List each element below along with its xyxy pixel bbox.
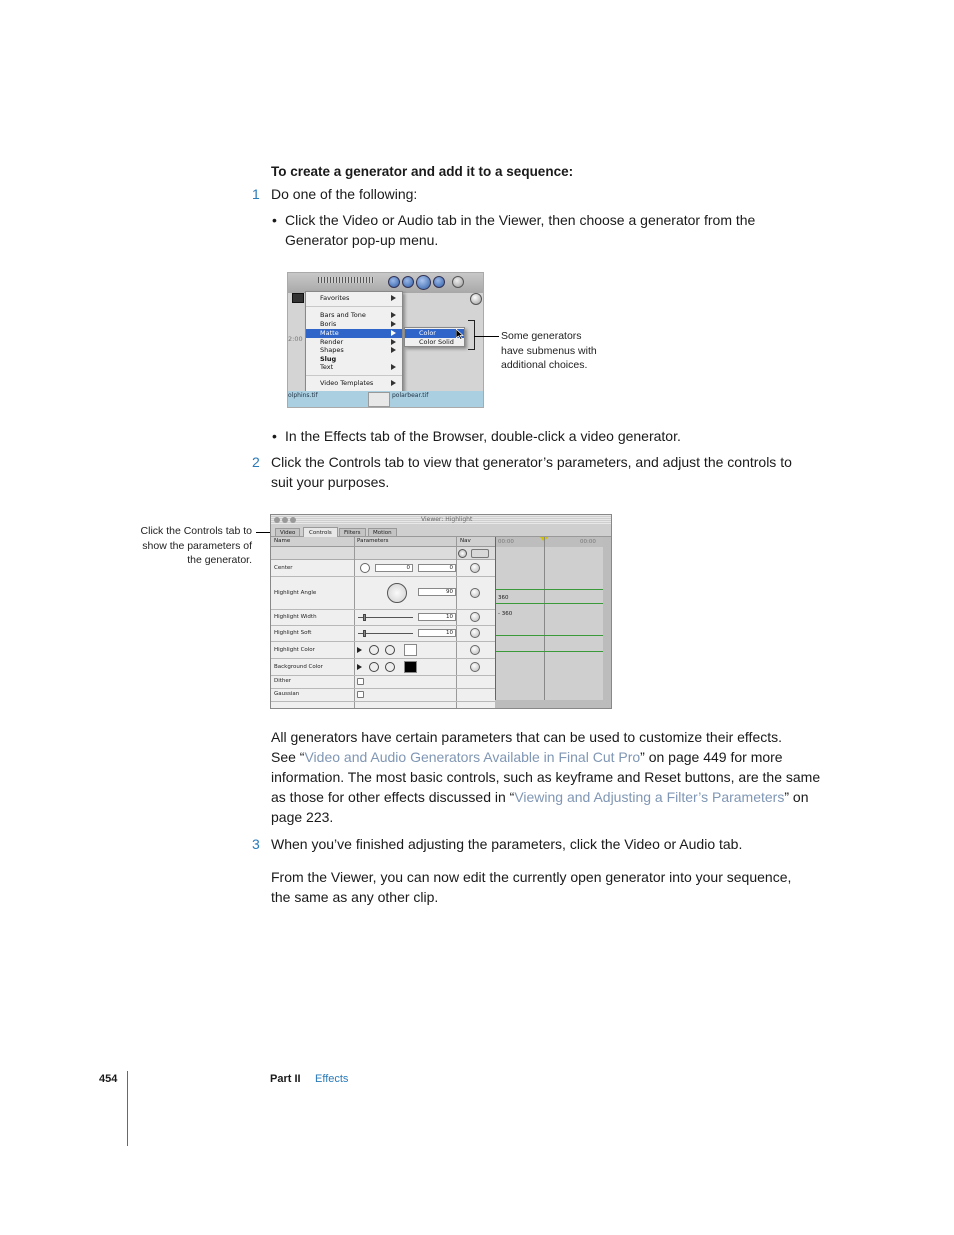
keyframe-graph[interactable]: [495, 537, 603, 700]
step-2-line-1: Click the Controls tab to view that generator’s parameters, and adjust the controls to: [271, 454, 792, 470]
footer-part: Part II: [270, 1073, 301, 1085]
highlight-width-field[interactable]: 10: [418, 613, 456, 621]
submenu-arrow-icon: [391, 347, 396, 353]
menu-item-boris[interactable]: [306, 320, 402, 329]
submenu-arrow-icon: [391, 321, 396, 327]
eyedropper-icon[interactable]: [369, 662, 379, 672]
menu-item-label: Slug: [320, 355, 337, 363]
menu-divider: [306, 306, 402, 307]
parameters-table: [271, 537, 495, 708]
row-divider: [271, 701, 495, 702]
playhead-line: [544, 537, 545, 700]
submenu-item-color-solid[interactable]: Color Solid: [419, 338, 454, 346]
footer-rule: [127, 1071, 128, 1146]
text-span: See “: [271, 749, 305, 765]
table-header: [271, 537, 495, 547]
reset-all-icon[interactable]: [458, 549, 467, 558]
row-name-highlight-soft: Highlight Soft: [274, 630, 312, 636]
submenu-item-color[interactable]: Color: [405, 329, 464, 338]
previous-edit-icon[interactable]: [402, 276, 414, 288]
step-number-1: 1: [252, 186, 260, 202]
page-number: 454: [99, 1073, 118, 1085]
menu-item-bars-and-tone[interactable]: [306, 311, 402, 320]
ruler-start-time: 00:00: [498, 539, 514, 545]
step-3-text: When you’ve finished adjusting the parameters, click the Video or Audio tab.: [271, 836, 743, 852]
menu-item-text[interactable]: [306, 363, 402, 372]
paragraph-line: [271, 747, 841, 767]
bullet-dot: •: [272, 212, 277, 228]
table-row: [271, 577, 494, 609]
callout-bracket: [468, 320, 475, 350]
keyframe-line: [496, 635, 604, 636]
menu-item-label: Video Templates: [320, 379, 374, 387]
keyframe-button-icon[interactable]: [470, 563, 480, 573]
highlight-color-swatch[interactable]: [404, 644, 417, 656]
menu-item-label: Shapes: [320, 346, 344, 354]
table-row: [271, 642, 494, 658]
highlight-width-slider[interactable]: [358, 617, 413, 618]
generators-paragraph: [271, 727, 841, 827]
header-controls-row: [271, 547, 495, 560]
submenu-arrow-icon: [391, 295, 396, 301]
clip-left-name: olphins.tif: [288, 392, 318, 399]
text-span: as those for other effects discussed in “: [271, 789, 515, 805]
submenu-arrow-icon: [391, 364, 396, 370]
dither-checkbox[interactable]: [357, 678, 364, 685]
paragraph-line: information. The most basic controls, such as keyframe and Reset buttons, are the same: [271, 769, 821, 785]
highlight-angle-field[interactable]: 90: [418, 588, 456, 596]
clip-thumbnail: [368, 392, 390, 407]
menu-item-matte[interactable]: [306, 329, 402, 338]
zoom-window-icon[interactable]: [290, 517, 296, 523]
table-row: [271, 560, 494, 576]
row-name-gaussian: Gaussian: [274, 691, 300, 697]
column-nav: Nav: [460, 538, 471, 544]
background-color-swatch[interactable]: [404, 661, 417, 673]
row-name-background-color: Background Color: [274, 664, 323, 670]
footer-section-link[interactable]: Effects: [315, 1073, 349, 1085]
highlight-soft-slider[interactable]: [358, 633, 413, 634]
menu-item-label: Render: [320, 338, 344, 346]
submenu-arrow-icon: [391, 339, 396, 345]
figure2-callout-line-3: the generator.: [187, 554, 252, 566]
graph-max-value: 360: [498, 595, 509, 601]
generator-menu: [305, 291, 403, 392]
keyframe-menu-button[interactable]: [471, 549, 489, 558]
viewer-paragraph: [271, 867, 841, 907]
keyframe-line: [496, 603, 604, 604]
menu-item-favorites[interactable]: [306, 294, 402, 303]
figure1-callout: [501, 329, 597, 373]
vertical-scrollbar[interactable]: [603, 537, 611, 708]
eyedropper-icon[interactable]: [369, 645, 379, 655]
generator-popup-icon[interactable]: [292, 293, 304, 303]
bullet-1-line-1: Click the Video or Audio tab in the Viewer, then choose a generator from the: [285, 212, 756, 228]
keyframe-button-icon[interactable]: [470, 662, 480, 672]
tab-motion[interactable]: Motion: [368, 528, 397, 537]
menu-item-label: Favorites: [320, 294, 350, 302]
menu-divider: [306, 375, 402, 376]
paragraph-line: the same as any other clip.: [271, 889, 439, 905]
table-row: [271, 689, 494, 701]
play-icon[interactable]: [416, 275, 431, 290]
keyframe-line: [496, 589, 604, 590]
window-title: Viewer: Highlight: [421, 516, 473, 523]
column-name: Name: [274, 538, 291, 544]
menu-item-label: Bars and Tone: [320, 311, 366, 319]
viewer-controls-screenshot: [270, 514, 612, 709]
table-row: [271, 626, 494, 641]
crosshair-point-icon[interactable]: [360, 563, 370, 573]
text-span: ” on: [784, 789, 809, 805]
generator-menu-screenshot: [287, 272, 484, 408]
close-window-icon[interactable]: [274, 517, 280, 523]
table-row: [271, 676, 494, 688]
figure1-callout-line-1: Some generators: [501, 330, 582, 342]
callout-leader-line: [474, 336, 499, 337]
paragraph-line: From the Viewer, you can now edit the currently open generator into your sequence,: [271, 869, 792, 885]
row-name-highlight-angle: Highlight Angle: [274, 590, 317, 596]
figure1-callout-line-3: additional choices.: [501, 359, 588, 371]
figure1-callout-line-2: have submenus with: [501, 344, 597, 357]
link-video-audio-generators[interactable]: Video and Audio Generators Available in Final Cut Pro: [304, 749, 641, 765]
center-x-field[interactable]: 0: [375, 564, 413, 572]
figure2-callout: [120, 524, 252, 568]
link-viewing-adjusting-filter[interactable]: Viewing and Adjusting a Filter’s Parameters: [514, 789, 785, 805]
hue-direction-icon[interactable]: [385, 662, 395, 672]
step-1-text: Do one of the following:: [271, 186, 418, 202]
procedure-heading: To create a generator and add it to a sequence:: [271, 164, 574, 179]
next-edit-icon[interactable]: [433, 276, 445, 288]
match-frame-icon[interactable]: [452, 276, 464, 288]
text-span: ” on page 449 for more: [640, 749, 783, 765]
paragraph-line: [271, 787, 841, 807]
disclosure-triangle-icon[interactable]: [357, 647, 362, 653]
keyframe-line: [496, 651, 604, 652]
slider-thumb[interactable]: [363, 614, 366, 621]
highlight-soft-field[interactable]: 10: [418, 629, 456, 637]
center-y-field[interactable]: 0: [418, 564, 456, 572]
keyframe-button-icon[interactable]: [470, 645, 480, 655]
bullet-1-line-2: Generator pop-up menu.: [285, 232, 439, 248]
clip-right-name: polarbear.tif: [392, 392, 429, 399]
table-row: [271, 610, 494, 625]
figure2-callout-line-1: Click the Controls tab to: [140, 525, 252, 537]
tab-filters[interactable]: Filters: [339, 528, 366, 537]
bullet-2: In the Effects tab of the Browser, double-click a video generator.: [285, 428, 681, 444]
bullet-dot: •: [272, 428, 277, 444]
recent-clips-icon[interactable]: [470, 293, 482, 305]
keyframe-button-icon[interactable]: [470, 628, 480, 638]
paragraph-line: All generators have certain parameters that can be used to customize their effects.: [271, 729, 783, 745]
column-parameters: Parameters: [357, 538, 389, 544]
menu-item-label: Matte: [320, 329, 339, 337]
disclosure-triangle-icon[interactable]: [357, 664, 362, 670]
bullet-1: [285, 210, 845, 250]
menu-item-video-templates[interactable]: [306, 379, 402, 388]
submenu-arrow-icon: [391, 312, 396, 318]
jog-shuttle[interactable]: [318, 277, 374, 283]
keyframe-button-icon[interactable]: [470, 588, 480, 598]
timecode: 2:00: [288, 335, 303, 343]
cursor-arrow-icon: [456, 329, 464, 340]
horizontal-scrollbar[interactable]: [495, 700, 603, 708]
table-row: [271, 659, 494, 675]
tab-video[interactable]: Video: [275, 528, 300, 537]
tab-controls[interactable]: Controls: [303, 527, 338, 537]
gaussian-checkbox[interactable]: [357, 691, 364, 698]
step-number-3: 3: [252, 836, 260, 852]
row-name-center: Center: [274, 565, 293, 571]
submenu-arrow-icon: [391, 380, 396, 386]
step-2-line-2: suit your purposes.: [271, 474, 390, 490]
keyframe-button-icon[interactable]: [470, 612, 480, 622]
step-number-2: 2: [252, 454, 260, 470]
menu-item-label: Boris: [320, 320, 337, 328]
graph-ruler: [496, 537, 604, 547]
play-in-out-icon[interactable]: [388, 276, 400, 288]
paragraph-line: page 223.: [271, 809, 334, 825]
menu-item-shapes[interactable]: [306, 346, 402, 355]
slider-thumb[interactable]: [363, 630, 366, 637]
menu-item-label: Text: [320, 363, 334, 371]
step-2-text: [271, 452, 831, 492]
graph-min-value: - 360: [498, 611, 513, 617]
figure2-callout-line-2: show the parameters of: [142, 539, 252, 552]
ruler-end-time: 00:00: [580, 539, 596, 545]
hue-direction-icon[interactable]: [385, 645, 395, 655]
row-name-highlight-color: Highlight Color: [274, 647, 315, 653]
angle-dial-icon[interactable]: [387, 583, 407, 603]
row-name-dither: Dither: [274, 678, 292, 684]
row-name-highlight-width: Highlight Width: [274, 614, 317, 620]
submenu-arrow-icon: [391, 330, 396, 336]
minimize-window-icon[interactable]: [282, 517, 288, 523]
